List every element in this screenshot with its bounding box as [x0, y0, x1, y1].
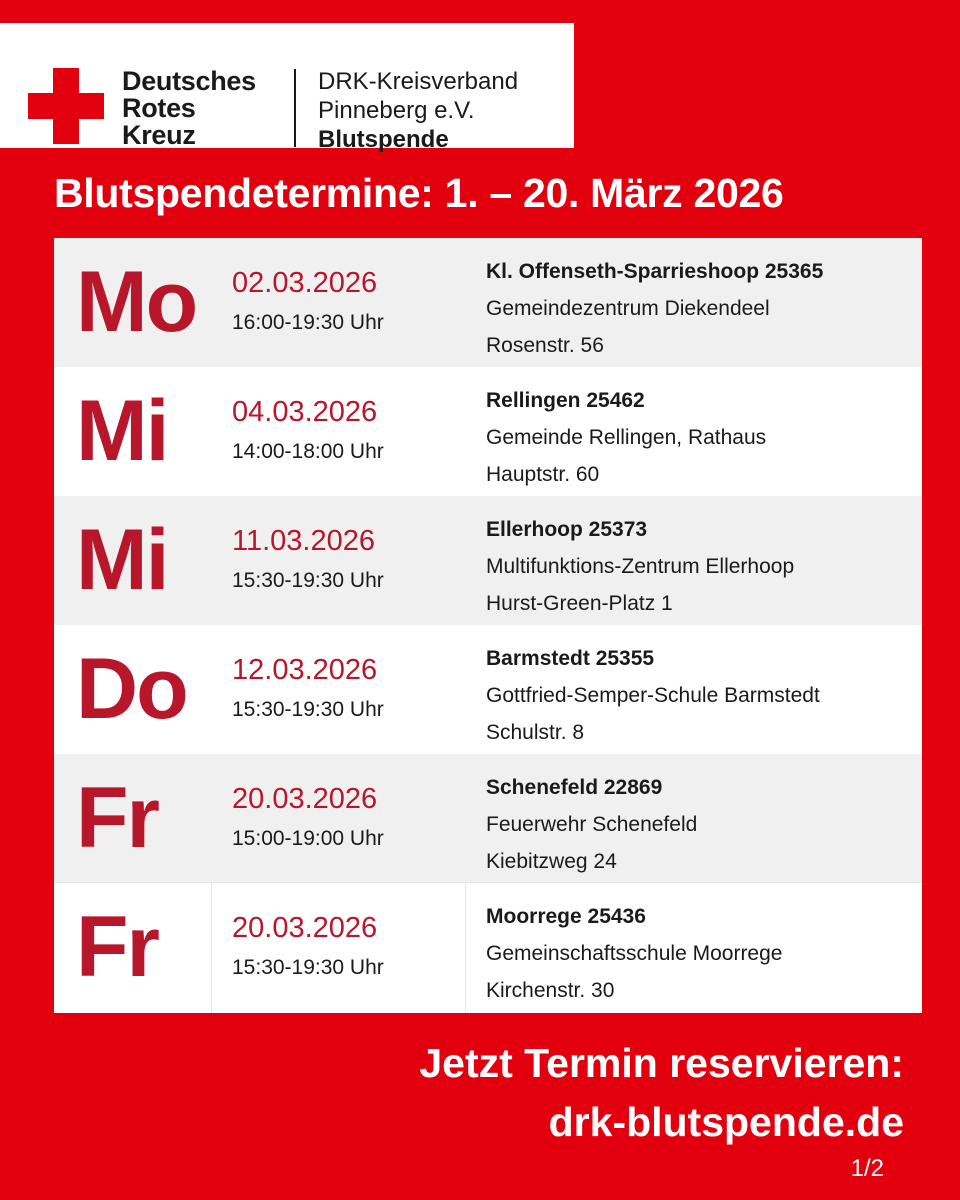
cta-text: Jetzt Termin reservieren: [419, 1040, 904, 1086]
page-indicator: 1/2 [850, 1155, 884, 1182]
street-label: Kiebitzweg 24 [486, 850, 617, 873]
time-label: 15:00-19:00 Uhr [232, 827, 384, 850]
time-label: 16:00-19:30 Uhr [232, 311, 384, 334]
table-row [54, 238, 922, 367]
weekday-label: Fr [76, 770, 158, 866]
page-title: Blutspendetermine: 1. – 20. März 2026 [54, 170, 784, 216]
location-block [486, 382, 766, 493]
branch-line2: Pinneberg e.V. [318, 97, 475, 124]
time-label: 14:00-18:00 Uhr [232, 440, 384, 463]
city-label: Schenefeld 22869 [486, 776, 663, 799]
time-label: 15:30-19:30 Uhr [232, 698, 384, 721]
city-label: Rellingen 25462 [486, 389, 645, 412]
venue-label: Gemeindezentrum Diekendeel [486, 297, 770, 320]
venue-label: Multifunktions-Zentrum Ellerhoop [486, 555, 795, 578]
column-divider [211, 883, 212, 1013]
street-label: Hauptstr. 60 [486, 463, 600, 486]
venue-label: Gemeinschaftsschule Moorrege [486, 942, 783, 965]
city-label: Ellerhoop 25373 [486, 518, 648, 541]
date-label: 02.03.2026 [232, 267, 378, 299]
date-label: 20.03.2026 [232, 783, 378, 815]
date-label: 11.03.2026 [232, 525, 375, 557]
weekday-label: Mi [76, 512, 168, 608]
org-name [122, 68, 256, 149]
time-label: 15:30-19:30 Uhr [232, 569, 384, 592]
red-cross-icon [28, 68, 104, 144]
street-label: Kirchenstr. 30 [486, 979, 615, 1002]
venue-label: Feuerwehr Schenefeld [486, 813, 698, 836]
city-label: Moorrege 25436 [486, 905, 646, 928]
logo-panel [0, 23, 574, 153]
branch-name [318, 67, 518, 154]
table-row [54, 754, 922, 883]
street-label: Schulstr. 8 [486, 721, 585, 744]
org-name-line3: Kreuz [122, 120, 196, 150]
location-block [486, 640, 820, 751]
branch-line1: DRK-Kreisverband [318, 68, 519, 95]
org-name-line1: Deutsches [122, 66, 256, 96]
street-label: Hurst-Green-Platz 1 [486, 592, 673, 615]
weekday-label: Do [76, 641, 187, 737]
street-label: Rosenstr. 56 [486, 334, 604, 357]
logo-divider [294, 69, 296, 147]
date-label: 12.03.2026 [232, 654, 378, 686]
weekday-label: Fr [76, 899, 158, 995]
table-row [54, 367, 922, 496]
date-label: 20.03.2026 [232, 912, 378, 944]
org-name-line2: Rotes [122, 93, 196, 123]
city-label: Barmstedt 25355 [486, 647, 655, 670]
location-block [486, 769, 697, 880]
date-label: 04.03.2026 [232, 396, 378, 428]
table-row [54, 496, 922, 625]
branch-line3: Blutspende [318, 126, 449, 153]
table-row [54, 882, 922, 1013]
column-divider [465, 883, 466, 1013]
weekday-label: Mo [76, 254, 197, 350]
city-label: Kl. Offenseth-Sparrieshoop 25365 [486, 260, 824, 283]
location-block [486, 898, 782, 1009]
call-to-action [419, 1034, 904, 1152]
website-link[interactable]: drk-blutspende.de [548, 1099, 904, 1145]
appointments-table [54, 238, 922, 1013]
location-block [486, 253, 823, 364]
table-row [54, 625, 922, 754]
venue-label: Gemeinde Rellingen, Rathaus [486, 426, 767, 449]
weekday-label: Mi [76, 383, 168, 479]
venue-label: Gottfried-Semper-Schule Barmstedt [486, 684, 820, 707]
time-label: 15:30-19:30 Uhr [232, 956, 384, 979]
location-block [486, 511, 794, 622]
